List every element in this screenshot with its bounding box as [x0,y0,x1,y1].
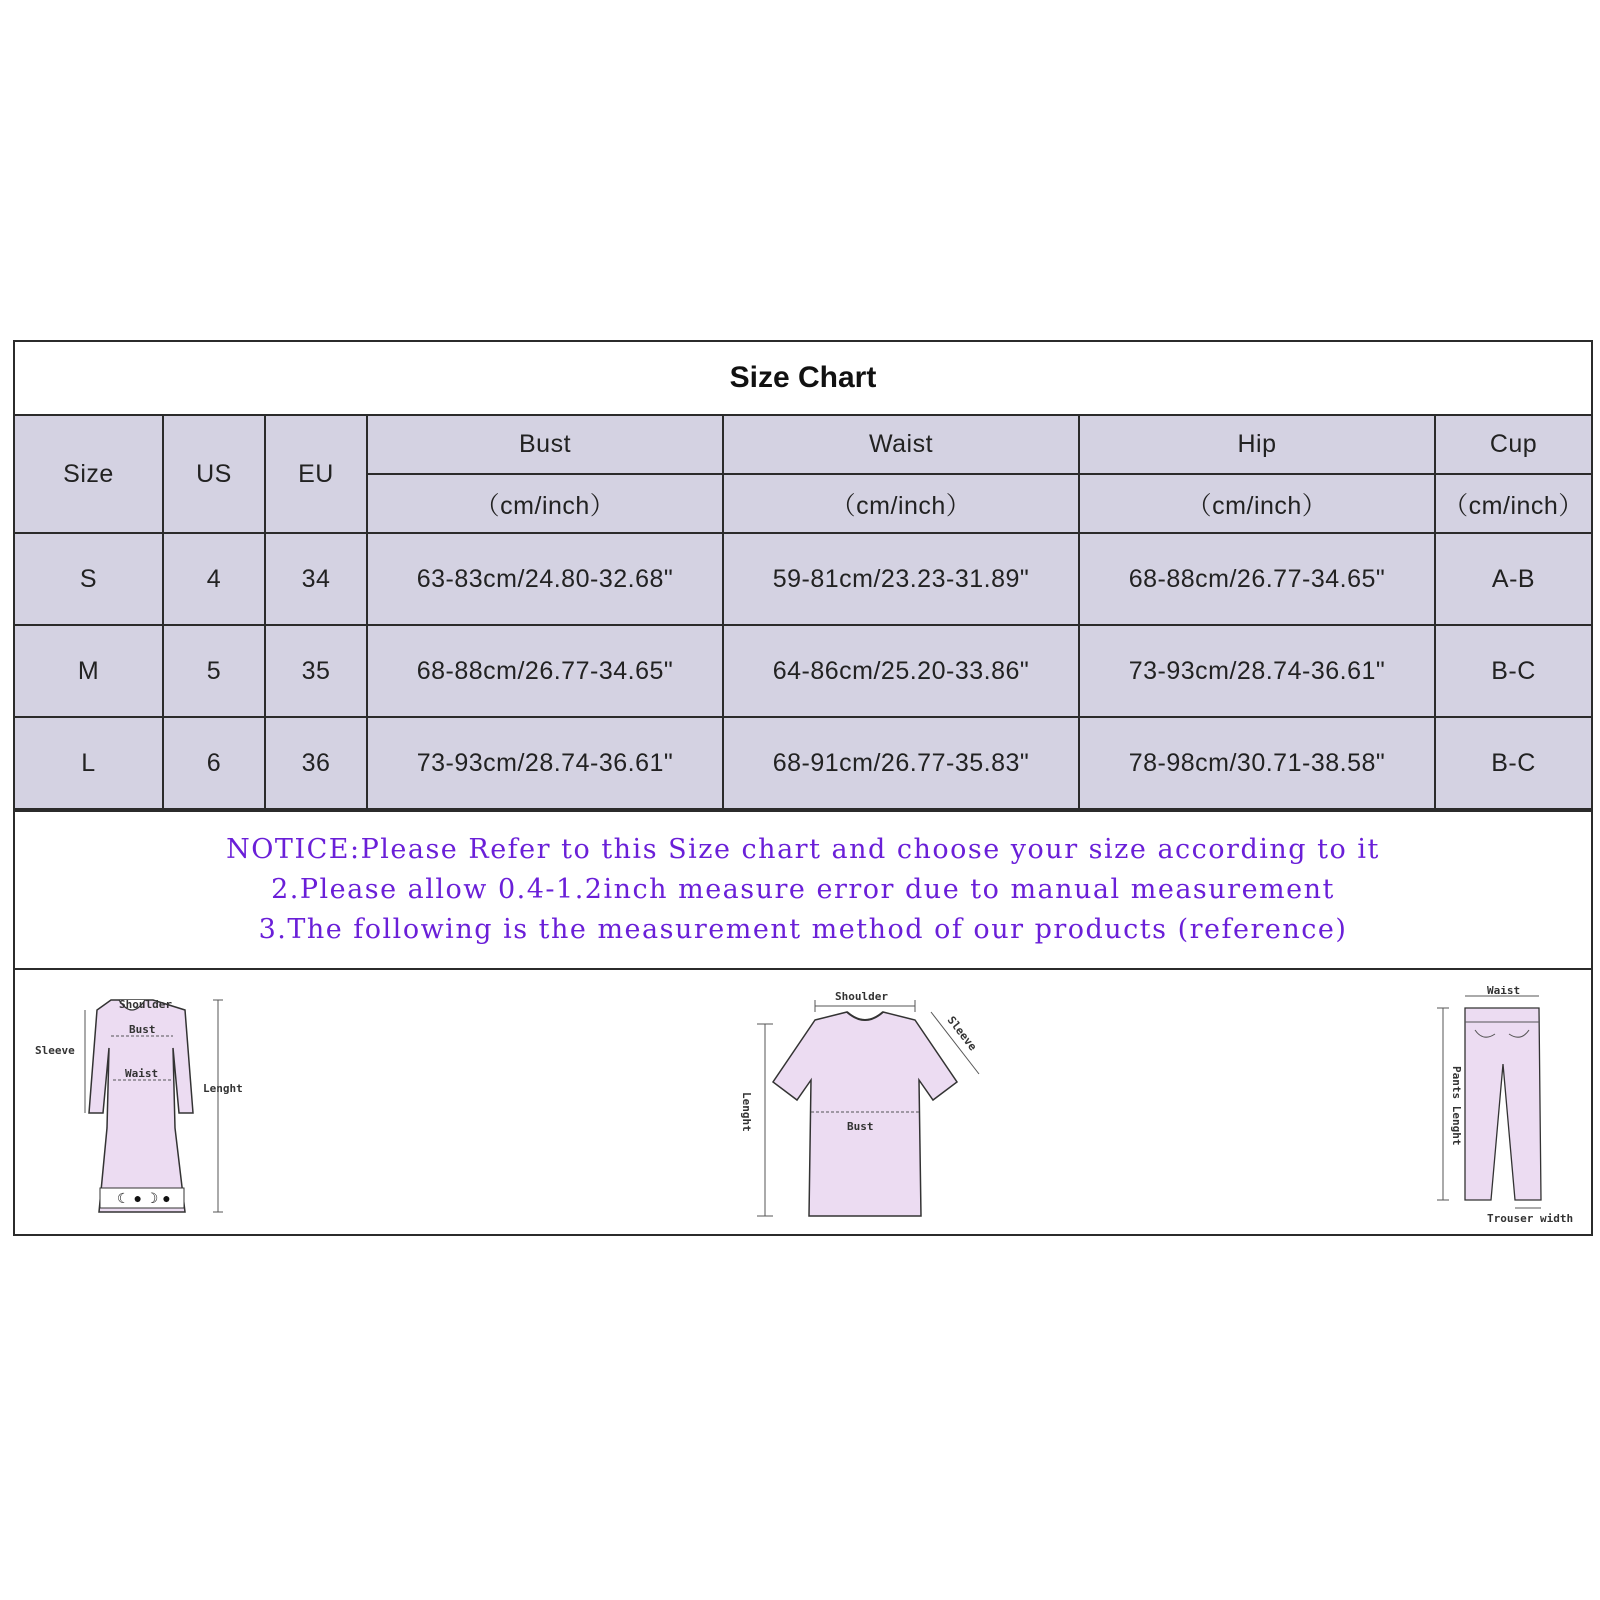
cell-hip: 68-88cm/26.77-34.65" [1079,533,1435,625]
tshirt-shoulder-label: Shoulder [835,990,888,1003]
notice-line-2: 2.Please allow 0.4-1.2inch measure error due to manual measurement [271,874,1335,905]
cell-size: M [15,625,163,717]
cell-cup: B-C [1435,625,1591,717]
cell-bust: 63-83cm/24.80-32.68" [367,533,723,625]
pants-waist-label: Waist [1487,986,1521,997]
measurement-figures [15,970,1591,1232]
cell-cup: B-C [1435,717,1591,809]
pants-icon [1435,986,1585,1226]
header-hip: Hip [1079,416,1435,474]
header-eu: EU [265,416,367,533]
pants-length-label: Pants Lenght [1450,1066,1463,1146]
cell-eu: 35 [265,625,367,717]
size-table [15,416,1591,810]
tshirt-sleeve-label: Sleeve [944,1013,980,1054]
cell-us: 6 [163,717,265,809]
tshirt-figure [735,982,1015,1222]
table-row [15,625,1591,717]
cell-bust: 73-93cm/28.74-36.61" [367,717,723,809]
cell-eu: 36 [265,717,367,809]
cell-eu: 34 [265,533,367,625]
notice-block [15,810,1591,970]
page-title: Size Chart [729,361,877,394]
cell-hip: 78-98cm/30.71-38.58" [1079,717,1435,809]
pants-trouser-width-label: Trouser width [1487,1212,1574,1225]
table-row [15,533,1591,625]
dress-shoulder-label: Shoulder [119,998,172,1011]
cell-size: S [15,533,163,625]
svg-text:☾ ● ☽ ●: ☾ ● ☽ ● [117,1190,171,1206]
header-bust: Bust [367,416,723,474]
cell-waist: 64-86cm/25.20-33.86" [723,625,1079,717]
tshirt-bust-label: Bust [847,1120,874,1133]
cell-us: 5 [163,625,265,717]
header-waist: Waist [723,416,1079,474]
unit-hip: （cm/inch） [1079,474,1435,533]
dress-length-label: Lenght [203,1082,243,1095]
cell-hip: 73-93cm/28.74-36.61" [1079,625,1435,717]
tshirt-icon [735,982,1015,1222]
pants-figure [1435,986,1585,1226]
dress-sleeve-label: Sleeve [35,1044,75,1057]
notice-line-1: NOTICE:Please Refer to this Size chart and choose your size according to it [226,834,1380,865]
tshirt-length-label: Lenght [740,1092,753,1132]
table-row [15,717,1591,809]
header-cup: Cup [1435,416,1591,474]
title-bar [15,342,1591,416]
header-size: Size [15,416,163,533]
dress-bust-label: Bust [129,1023,156,1036]
dress-waist-label: Waist [125,1067,159,1080]
cell-bust: 68-88cm/26.77-34.65" [367,625,723,717]
notice-line-3: 3.The following is the measurement method of our products (reference) [258,914,1348,945]
header-us: US [163,416,265,533]
cell-us: 4 [163,533,265,625]
unit-cup: （cm/inch） [1435,474,1591,533]
unit-bust: （cm/inch） [367,474,723,533]
cell-cup: A-B [1435,533,1591,625]
dress-icon [33,988,263,1218]
size-chart-sheet [13,340,1593,1236]
dress-figure [33,988,263,1218]
cell-waist: 68-91cm/26.77-35.83" [723,717,1079,809]
cell-size: L [15,717,163,809]
cell-waist: 59-81cm/23.23-31.89" [723,533,1079,625]
header-row [15,416,1591,474]
unit-waist: （cm/inch） [723,474,1079,533]
